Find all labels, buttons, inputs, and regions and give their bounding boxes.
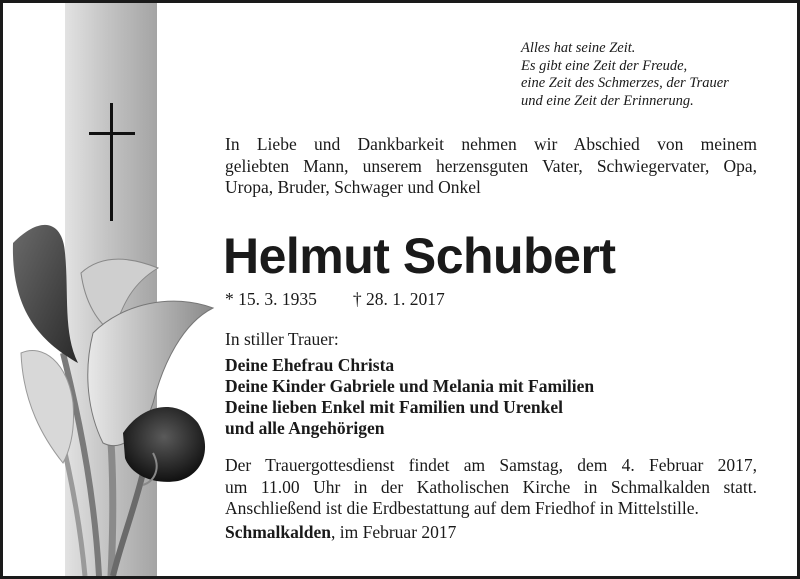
mourners-list xyxy=(225,355,594,439)
death-date: † 28. 1. 2017 xyxy=(352,289,445,309)
mourning-label: In stiller Trauer: xyxy=(225,329,339,349)
date-text: , im Februar 2017 xyxy=(331,522,457,542)
deceased-name: Helmut Schubert xyxy=(223,228,616,284)
mourner-line: Deine Kinder Gabriele und Melania mit Familien xyxy=(225,376,595,396)
intro-line: Uropa, Bruder, Schwager und Onkel xyxy=(225,177,481,197)
mourner-line: und alle Angehörigen xyxy=(225,418,385,438)
service-line: um 11.00 Uhr in der Katholischen Kirche in Schmalkalden statt. xyxy=(225,476,757,497)
motto-verse xyxy=(521,40,729,110)
service-line: Der Trauergottesdienst findet am Samstag, dem 4. Februar 2017, xyxy=(225,455,757,475)
intro-line: geliebten Mann, unserem herzensguten Vater, Schwiegervater, Opa, xyxy=(225,155,757,176)
motto-line: und eine Zeit der Erinnerung. xyxy=(521,92,694,109)
mourner-line: Deine Ehefrau Christa xyxy=(225,355,395,375)
motto-line: Es gibt eine Zeit der Freude, xyxy=(521,57,688,74)
motto-line: Alles hat seine Zeit. xyxy=(521,40,636,56)
place-name: Schmalkalden xyxy=(225,522,331,542)
intro-text xyxy=(225,134,757,199)
service-info xyxy=(225,455,757,520)
birth-date: * 15. 3. 1935 xyxy=(225,289,317,309)
motto-line: eine Zeit des Schmerzes, der Trauer xyxy=(521,75,729,91)
service-line: Anschließend ist die Erdbestattung auf dem Friedhof in Mittelstille. xyxy=(225,498,699,518)
calla-lily-image xyxy=(3,213,233,576)
mourner-line: Deine lieben Enkel mit Familien und Urenkel xyxy=(225,397,564,417)
intro-line: In Liebe und Dankbarkeit nehmen wir Abschied von meinem xyxy=(225,134,757,154)
place-date xyxy=(225,522,456,543)
cross-icon xyxy=(89,103,135,221)
life-dates xyxy=(225,289,445,310)
